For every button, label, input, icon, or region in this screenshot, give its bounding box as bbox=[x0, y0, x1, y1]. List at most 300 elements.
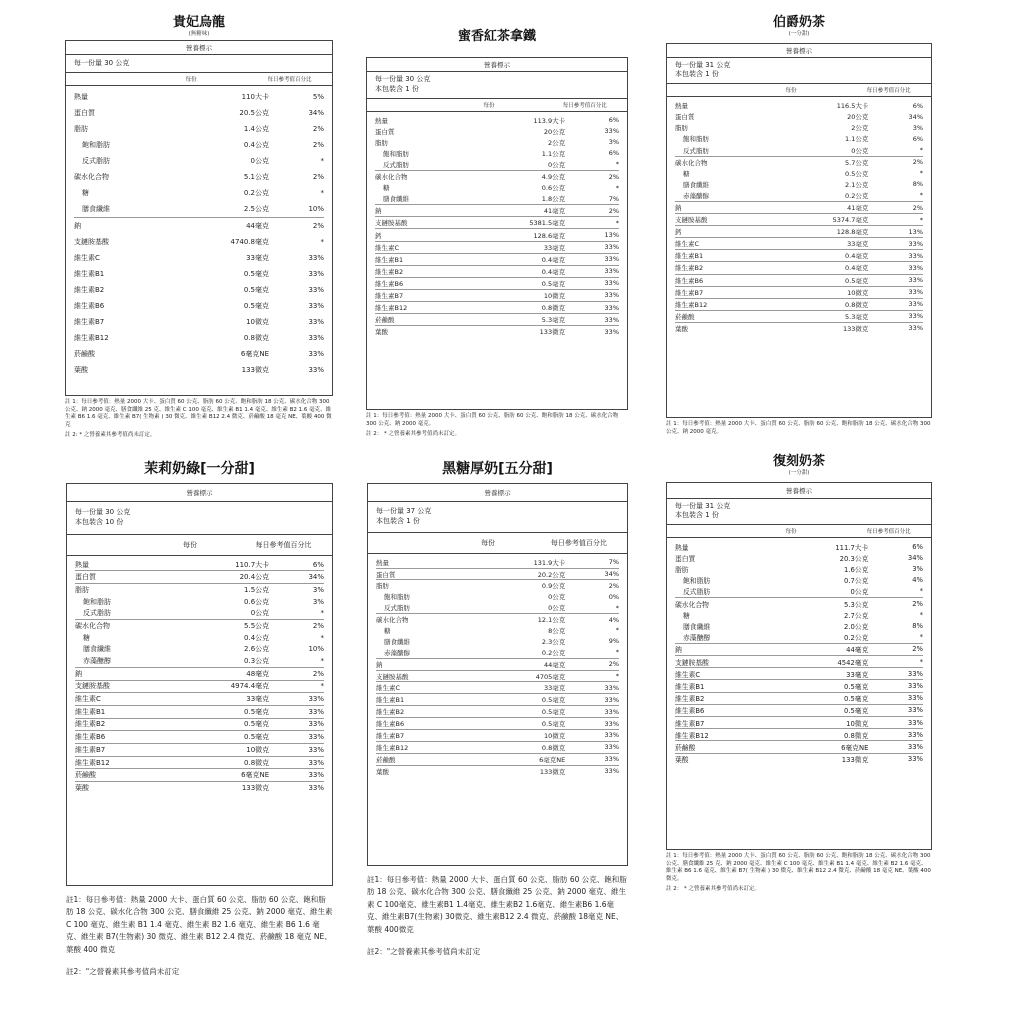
nutrient-daily-value: 33% bbox=[908, 312, 923, 321]
nutrient-name: 反式脂肪 bbox=[383, 160, 409, 169]
nutrient-name: 維生素B12 bbox=[376, 743, 409, 752]
nutrient-row bbox=[675, 145, 923, 156]
nutrient-name: 碳水化合物 bbox=[675, 600, 709, 609]
nutrient-daily-value: * bbox=[320, 609, 324, 618]
footnotes bbox=[666, 853, 932, 895]
nutrient-name: 糖 bbox=[383, 184, 390, 193]
nutrient-table bbox=[368, 554, 627, 781]
footnote-2: 註2："之營養素其參考值尚未訂定 bbox=[367, 946, 481, 956]
nutrient-name: 飽和脂肪 bbox=[683, 135, 709, 144]
nutrient-daily-value: 2% bbox=[912, 203, 923, 212]
nutrient-group bbox=[675, 679, 923, 691]
nutrient-name: 碳水化合物 bbox=[375, 173, 408, 182]
product-label-3 bbox=[666, 16, 932, 436]
nutrient-name: 維生素B12 bbox=[74, 334, 109, 343]
nutrient-row bbox=[675, 620, 923, 631]
nutrient-amount: 20公克 bbox=[543, 127, 566, 136]
nutrient-amount: 10微克 bbox=[246, 745, 270, 754]
nutrient-daily-value: 33% bbox=[308, 720, 324, 729]
nutrient-row bbox=[375, 278, 619, 289]
panel-header: 營養標示 bbox=[67, 484, 332, 502]
nutrient-amount: 0.5毫克 bbox=[243, 286, 269, 295]
nutrient-group bbox=[375, 228, 619, 240]
serving-size: 每一份量 31 公克 bbox=[675, 60, 731, 69]
nutrient-name: 碳水化合物 bbox=[74, 173, 109, 182]
nutrient-name: 支鏈胺基酸 bbox=[74, 238, 109, 247]
nutrient-row bbox=[675, 311, 923, 322]
nutrient-row bbox=[375, 205, 619, 216]
nutrition-panel bbox=[65, 40, 333, 396]
col-per-serving: 每份 bbox=[785, 88, 797, 95]
nutrient-daily-value: 3% bbox=[312, 597, 324, 606]
nutrient-name: 糖 bbox=[683, 169, 690, 178]
nutrient-row bbox=[675, 729, 923, 740]
nutrient-row bbox=[74, 153, 324, 169]
nutrient-group bbox=[75, 756, 324, 769]
nutrient-group bbox=[376, 670, 619, 682]
nutrient-daily-value: * bbox=[320, 633, 324, 642]
nutrient-row bbox=[74, 298, 324, 314]
nutrient-name: 脂肪 bbox=[75, 585, 89, 594]
nutrient-daily-value: * bbox=[919, 191, 923, 200]
nutrient-row bbox=[675, 656, 923, 667]
footnote-1: 註 1：每日參考值：熱量 2000 大卡、蛋白質 60 公克、脂肪 60 公克、飽和脂肪 18 公克、碳水化合物 300 公克、鈉 2000 毫克。 bbox=[366, 412, 619, 427]
nutrient-amount: 10微克 bbox=[543, 731, 566, 740]
nutrient-row bbox=[375, 217, 619, 228]
nutrient-amount: 0公克 bbox=[250, 609, 270, 618]
nutrient-daily-value: 2% bbox=[312, 621, 324, 630]
nutrient-name: 飽和脂肪 bbox=[383, 149, 409, 158]
nutrient-name: 維生素B7 bbox=[375, 291, 404, 300]
nutrient-row bbox=[675, 541, 923, 552]
nutrient-amount: 0.2公克 bbox=[843, 634, 869, 643]
footnotes bbox=[65, 399, 333, 441]
serving-info bbox=[367, 72, 627, 99]
nutrient-row bbox=[74, 314, 324, 330]
nutrient-daily-value: 8% bbox=[912, 180, 923, 189]
nutrient-amount: 5.5公克 bbox=[244, 621, 270, 630]
nutrient-row bbox=[376, 706, 619, 717]
nutrient-row bbox=[675, 586, 923, 597]
nutrient-group bbox=[375, 253, 619, 265]
col-daily-value: 每日參考值百分比 bbox=[562, 102, 607, 109]
nutrient-row bbox=[75, 744, 324, 756]
nutrient-daily-value: 33% bbox=[604, 279, 619, 288]
nutrient-daily-value: 5% bbox=[312, 93, 324, 102]
nutrient-row bbox=[675, 705, 923, 716]
nutrient-daily-value: 2% bbox=[312, 141, 324, 150]
nutrient-daily-value: 33% bbox=[308, 318, 324, 327]
nutrient-group bbox=[376, 681, 619, 693]
nutrient-daily-value: 6% bbox=[912, 542, 923, 551]
nutrient-group bbox=[675, 322, 923, 334]
nutrient-row bbox=[74, 250, 324, 266]
nutrient-daily-value: * bbox=[919, 169, 923, 178]
nutrient-group bbox=[75, 570, 324, 583]
nutrient-row bbox=[376, 694, 619, 705]
nutrient-row bbox=[376, 647, 619, 658]
nutrient-table bbox=[667, 538, 931, 769]
nutrient-name: 維生素B7 bbox=[75, 745, 106, 754]
nutrient-group bbox=[376, 765, 619, 777]
nutrient-daily-value: * bbox=[615, 183, 619, 192]
nutrient-name: 膳食纖維 bbox=[683, 180, 709, 189]
nutrient-row bbox=[75, 719, 324, 731]
nutrient-name: 熱量 bbox=[75, 560, 89, 569]
nutrient-name: 鈉 bbox=[675, 646, 682, 655]
nutrient-group bbox=[75, 559, 324, 571]
nutrient-name: 反式脂肪 bbox=[384, 604, 410, 613]
nutrient-name: 鈉 bbox=[675, 204, 682, 213]
nutrient-amount: 0.5毫克 bbox=[243, 302, 269, 311]
nutrient-name: 維生素B7 bbox=[675, 288, 704, 297]
footnotes bbox=[666, 421, 932, 437]
nutrient-name: 支鏈胺基酸 bbox=[376, 672, 409, 681]
column-header bbox=[66, 73, 332, 86]
nutrient-daily-value: 33% bbox=[308, 733, 324, 742]
nutrient-amount: 20.5公克 bbox=[239, 109, 269, 118]
nutrient-table bbox=[67, 556, 332, 798]
nutrient-name: 脂肪 bbox=[375, 138, 388, 147]
nutrient-name: 膳食纖維 bbox=[683, 623, 711, 632]
nutrient-row bbox=[74, 169, 324, 185]
nutrient-name: 維生素B1 bbox=[675, 252, 704, 261]
nutrient-amount: 0公克 bbox=[547, 160, 566, 169]
nutrient-daily-value: 33% bbox=[308, 707, 324, 716]
nutrient-amount: 1.8公克 bbox=[541, 195, 566, 204]
nutrient-row bbox=[675, 644, 923, 655]
nutrient-row bbox=[675, 179, 923, 190]
nutrient-row bbox=[375, 115, 619, 126]
nutrient-amount: 10微克 bbox=[847, 288, 869, 297]
nutrient-row bbox=[675, 133, 923, 144]
nutrient-group bbox=[376, 693, 619, 705]
product-title: 伯爵奶茶 bbox=[772, 15, 825, 30]
nutrient-amount: 111.7大卡 bbox=[835, 543, 869, 552]
nutrient-amount: 0.5毫克 bbox=[843, 695, 869, 704]
nutrient-daily-value: 33% bbox=[308, 286, 324, 295]
nutrient-daily-value: 33% bbox=[604, 291, 619, 300]
nutrient-row bbox=[675, 190, 923, 201]
nutrient-amount: 33毫克 bbox=[543, 684, 566, 693]
nutrient-amount: 0.8微克 bbox=[541, 304, 566, 313]
nutrient-amount: 2.3公克 bbox=[541, 637, 566, 646]
nutrient-row bbox=[74, 282, 324, 298]
col-per-serving: 每份 bbox=[785, 529, 797, 536]
nutrient-row bbox=[74, 137, 324, 153]
nutrient-daily-value: 33% bbox=[308, 270, 324, 279]
nutrient-daily-value: 33% bbox=[308, 758, 324, 767]
nutrient-row bbox=[376, 718, 619, 729]
nutrient-amount: 1.6公克 bbox=[843, 566, 869, 575]
column-header bbox=[368, 533, 627, 554]
nutrient-daily-value: 6% bbox=[312, 560, 324, 569]
nutrient-group bbox=[675, 286, 923, 298]
footnote-1: 註 1：每日參考值：熱量 2000 大卡、蛋白質 60 公克、脂肪 60 公克、飽和脂肪 18 公克、碳水化合物 300 公克、鈉 2000 毫克、膳食纖維 25 克、維生素 C 100 毫克、維生素 B1 1.4 毫克、維生素 B2 1.6 毫克、維生素 B6 1.6 毫克、維生素 B7( 生物素 ) 30 微克、維生素 B12 2.4 微克、菸鹼酸 18 毫克 NE、葉酸 400 微克 bbox=[65, 398, 332, 429]
nutrient-row bbox=[74, 121, 324, 137]
nutrient-group bbox=[675, 692, 923, 704]
nutrient-group bbox=[376, 753, 619, 765]
nutrient-group bbox=[675, 201, 923, 213]
product-subtitle: (一分甜) bbox=[788, 469, 810, 476]
nutrient-name: 蛋白質 bbox=[675, 554, 696, 563]
nutrient-daily-value: 2% bbox=[912, 599, 923, 608]
nutrient-daily-value: * bbox=[320, 157, 324, 166]
nutrient-daily-value: 10% bbox=[308, 645, 324, 654]
nutrient-daily-value: 6% bbox=[608, 116, 619, 125]
nutrient-row bbox=[675, 111, 923, 122]
nutrient-amount: 10微克 bbox=[246, 318, 269, 327]
nutrient-amount: 1.5公克 bbox=[244, 585, 270, 594]
nutrient-name: 鈉 bbox=[376, 660, 383, 669]
nutrient-row bbox=[376, 682, 619, 693]
product-title: 蜜香紅茶拿鐵 bbox=[457, 29, 536, 44]
nutrient-daily-value: 8% bbox=[912, 622, 923, 631]
nutrient-daily-value: 2% bbox=[312, 222, 324, 231]
nutrient-row bbox=[675, 668, 923, 679]
nutrient-row bbox=[375, 254, 619, 265]
nutrient-amount: 48毫克 bbox=[246, 669, 270, 678]
nutrient-row bbox=[376, 659, 619, 670]
nutrient-name: 維生素B2 bbox=[675, 264, 704, 273]
nutrient-row bbox=[376, 625, 619, 636]
nutrient-row bbox=[75, 632, 324, 644]
nutrient-amount: 2公克 bbox=[547, 138, 566, 147]
nutrient-name: 葉酸 bbox=[675, 324, 688, 333]
nutrient-name: 維生素B7 bbox=[74, 318, 105, 327]
nutrient-name: 維生素B12 bbox=[675, 731, 709, 740]
nutrient-group bbox=[675, 298, 923, 310]
nutrient-daily-value: 33% bbox=[308, 783, 324, 792]
nutrient-amount: 5.1公克 bbox=[243, 173, 269, 182]
footnotes bbox=[366, 413, 628, 439]
col-daily-value: 每日參考值百分比 bbox=[866, 529, 911, 536]
nutrient-row bbox=[376, 557, 619, 568]
nutrient-daily-value: 33% bbox=[604, 743, 619, 752]
nutrient-name: 維生素C bbox=[376, 684, 401, 693]
nutrient-daily-value: 33% bbox=[604, 243, 619, 252]
nutrient-name: 脂肪 bbox=[675, 124, 688, 133]
nutrition-panel bbox=[666, 482, 932, 850]
nutrient-amount: 4740.8毫克 bbox=[230, 238, 269, 247]
nutrient-row bbox=[675, 100, 923, 111]
nutrient-daily-value: 33% bbox=[308, 745, 324, 754]
nutrient-amount: 2.6公克 bbox=[244, 645, 270, 654]
nutrient-group bbox=[75, 730, 324, 743]
nutrient-name: 葉酸 bbox=[74, 366, 88, 375]
nutrient-daily-value: 33% bbox=[907, 755, 923, 764]
nutrient-amount: 44毫克 bbox=[846, 646, 869, 655]
nutrient-amount: 0.5毫克 bbox=[244, 707, 270, 716]
nutrient-name: 飽和脂肪 bbox=[683, 577, 711, 586]
nutrient-name: 葉酸 bbox=[75, 783, 89, 792]
nutrient-daily-value: * bbox=[615, 626, 619, 635]
nutrient-row bbox=[675, 287, 923, 298]
nutrient-name: 熱量 bbox=[675, 543, 689, 552]
nutrient-daily-value: 33% bbox=[907, 694, 923, 703]
product-subtitle: (一分甜) bbox=[788, 30, 810, 37]
panel-header: 營養標示 bbox=[66, 41, 332, 55]
nutrient-amount: 0.4毫克 bbox=[541, 267, 566, 276]
nutrient-amount: 0.4毫克 bbox=[845, 264, 869, 273]
nutrient-row bbox=[74, 346, 324, 362]
nutrient-amount: 0.5毫克 bbox=[244, 733, 270, 742]
nutrient-amount: 116.5大卡 bbox=[836, 102, 869, 111]
panel-header: 營養標示 bbox=[667, 483, 931, 499]
nutrient-name: 鈣 bbox=[375, 231, 382, 240]
nutrient-row bbox=[376, 730, 619, 741]
nutrient-name: 蛋白質 bbox=[376, 570, 396, 579]
nutrient-group bbox=[75, 583, 324, 619]
nutrient-daily-value: 7% bbox=[608, 558, 619, 567]
nutrient-name: 葉酸 bbox=[675, 756, 689, 765]
nutrient-row bbox=[74, 266, 324, 282]
nutrient-row bbox=[376, 614, 619, 625]
nutrient-amount: 6毫克NE bbox=[241, 771, 270, 780]
nutrient-amount: 2.1公克 bbox=[845, 180, 869, 189]
nutrient-amount: 0.7公克 bbox=[843, 577, 869, 586]
nutrient-row bbox=[75, 655, 324, 667]
nutrient-row bbox=[675, 575, 923, 586]
nutrient-group bbox=[75, 619, 324, 667]
nutrient-row bbox=[675, 168, 923, 179]
nutrient-name: 碳水化合物 bbox=[75, 621, 110, 630]
nutrient-name: 糖 bbox=[384, 626, 391, 635]
nutrient-daily-value: 33% bbox=[604, 303, 619, 312]
nutrient-daily-value: 33% bbox=[908, 300, 923, 309]
nutrient-daily-value: * bbox=[320, 238, 324, 247]
nutrient-amount: 133微克 bbox=[539, 328, 566, 337]
nutrient-row bbox=[675, 250, 923, 261]
serving-size: 每一份量 37 公克 bbox=[376, 507, 432, 516]
nutrient-daily-value: 33% bbox=[908, 324, 923, 333]
serving-size: 每一份量 31 公克 bbox=[675, 501, 731, 510]
nutrient-amount: 0.5毫克 bbox=[843, 707, 869, 716]
nutrient-amount: 128.6毫克 bbox=[533, 231, 566, 240]
nutrient-amount: 2.7公克 bbox=[843, 611, 869, 620]
nutrient-amount: 20.3公克 bbox=[839, 554, 869, 563]
nutrient-row bbox=[675, 157, 923, 168]
nutrient-row bbox=[675, 226, 923, 237]
nutrient-amount: 0公克 bbox=[851, 146, 869, 155]
footnotes bbox=[66, 894, 333, 978]
nutrient-row bbox=[375, 326, 619, 337]
col-daily-value: 每日參考值百分比 bbox=[255, 540, 312, 549]
nutrient-group bbox=[376, 613, 619, 658]
nutrient-amount: 0.6公克 bbox=[244, 597, 270, 606]
nutrient-row bbox=[375, 302, 619, 313]
nutrient-daily-value: * bbox=[320, 189, 324, 198]
nutrient-amount: 2公克 bbox=[851, 124, 869, 133]
nutrition-panel bbox=[366, 57, 628, 410]
nutrient-row bbox=[74, 201, 324, 217]
nutrient-name: 維生素B1 bbox=[375, 255, 404, 264]
nutrient-row bbox=[75, 757, 324, 769]
nutrient-amount: 0.5毫克 bbox=[541, 279, 566, 288]
nutrient-row bbox=[75, 620, 324, 632]
nutrient-amount: 44毫克 bbox=[543, 660, 566, 669]
nutrient-amount: 0.5毫克 bbox=[843, 682, 869, 691]
nutrient-daily-value: 33% bbox=[908, 276, 923, 285]
nutrient-row bbox=[675, 122, 923, 133]
nutrient-daily-value: 3% bbox=[312, 585, 324, 594]
nutrient-amount: 6毫克NE bbox=[841, 743, 869, 752]
nutrient-daily-value: 3% bbox=[912, 565, 923, 574]
nutrient-amount: 33毫克 bbox=[846, 670, 869, 679]
nutrient-amount: 4705毫克 bbox=[535, 672, 566, 681]
nutrient-amount: 10微克 bbox=[543, 291, 566, 300]
nutrient-row bbox=[375, 171, 619, 182]
nutrient-daily-value: 4% bbox=[912, 576, 923, 585]
nutrient-amount: 0公克 bbox=[548, 604, 566, 613]
nutrient-name: 維生素B2 bbox=[675, 695, 705, 704]
nutrient-daily-value: 4% bbox=[608, 615, 619, 624]
col-per-serving: 每份 bbox=[183, 540, 197, 549]
nutrient-table bbox=[367, 112, 627, 342]
product-title: 茉莉奶綠[一分甜] bbox=[144, 461, 255, 477]
nutrient-amount: 4974.4毫克 bbox=[230, 682, 270, 691]
nutrient-row bbox=[75, 668, 324, 680]
nutrient-amount: 0公克 bbox=[250, 157, 269, 166]
nutrient-daily-value: 34% bbox=[308, 109, 324, 118]
nutrient-daily-value: 10% bbox=[308, 205, 324, 214]
nutrient-name: 鈉 bbox=[75, 669, 82, 678]
nutrient-group bbox=[675, 716, 923, 728]
nutrient-daily-value: * bbox=[919, 215, 923, 224]
nutrient-row bbox=[375, 193, 619, 204]
nutrient-name: 膳食纖維 bbox=[383, 195, 409, 204]
nutrient-row bbox=[75, 584, 324, 596]
nutrient-amount: 5374.7毫克 bbox=[832, 216, 869, 225]
nutrient-daily-value: 33% bbox=[908, 251, 923, 260]
nutrient-name: 維生素B6 bbox=[376, 720, 405, 729]
nutrient-amount: 0.8微克 bbox=[243, 334, 269, 343]
nutrient-name: 支鏈胺基酸 bbox=[375, 219, 408, 228]
nutrient-row bbox=[675, 323, 923, 334]
nutrient-amount: 0.8微克 bbox=[845, 300, 869, 309]
serving-size: 每一份量 30 公克 bbox=[74, 58, 130, 67]
nutrient-amount: 0.3公克 bbox=[244, 657, 270, 666]
product-label-6 bbox=[666, 455, 932, 894]
nutrient-amount: 5381.5毫克 bbox=[529, 219, 566, 228]
nutrient-row bbox=[375, 159, 619, 170]
nutrient-name: 維生素B6 bbox=[75, 733, 106, 742]
nutrient-daily-value: 34% bbox=[907, 553, 923, 562]
nutrient-group bbox=[675, 753, 923, 765]
nutrient-name: 支鏈胺基酸 bbox=[675, 658, 709, 667]
nutrient-group bbox=[75, 781, 324, 794]
nutrient-row bbox=[675, 598, 923, 609]
nutrient-amount: 6毫克NE bbox=[539, 755, 566, 764]
nutrient-name: 膳食纖維 bbox=[82, 205, 110, 214]
nutrient-daily-value: * bbox=[919, 657, 923, 666]
nutrient-row bbox=[74, 185, 324, 201]
nutrient-group bbox=[675, 655, 923, 667]
nutrient-row bbox=[675, 202, 923, 213]
nutrient-amount: 20.2公克 bbox=[537, 570, 566, 579]
nutrient-name: 維生素B2 bbox=[375, 267, 404, 276]
column-header bbox=[67, 535, 332, 556]
nutrient-daily-value: 34% bbox=[604, 570, 619, 579]
nutrient-name: 碳水化合物 bbox=[675, 158, 708, 167]
nutrient-amount: 0.5毫克 bbox=[244, 720, 270, 729]
nutrient-name: 糖 bbox=[82, 189, 89, 198]
nutrient-daily-value: 33% bbox=[604, 327, 619, 336]
nutrient-daily-value: 33% bbox=[604, 683, 619, 692]
nutrition-panel bbox=[666, 43, 932, 418]
nutrient-amount: 20.4公克 bbox=[239, 573, 270, 582]
nutrient-amount: 33毫克 bbox=[246, 254, 269, 263]
